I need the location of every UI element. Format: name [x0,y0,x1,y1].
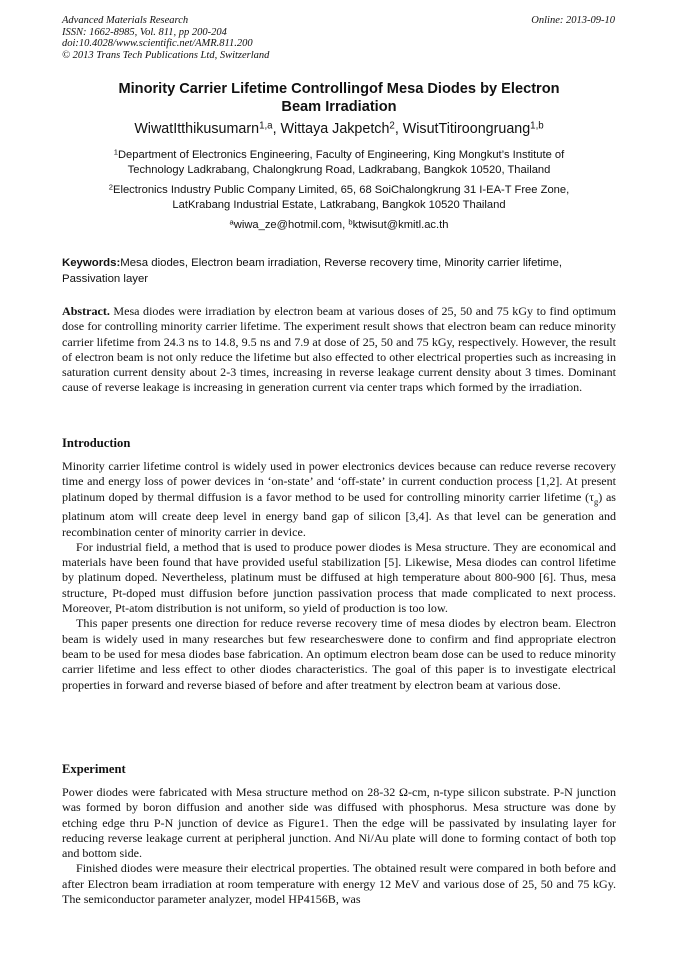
email-link[interactable]: wiwa_ze@hotmil.com [233,219,343,231]
journal-copyright: © 2013 Trans Tech Publications Ltd, Switzerland [62,49,270,61]
author-affiliation-mark: 1,b [530,120,544,132]
author-emails [62,218,616,233]
tau-subscript: g [593,496,599,506]
paper-title [70,80,608,116]
journal-header [62,15,269,61]
affiliation-number: 2 [108,182,113,192]
email-mark: a [229,217,234,227]
affiliation-1 [70,148,608,178]
author-name: WiwatItthikusumarn [134,121,260,137]
author-list [62,120,616,138]
email-separator: , [342,219,349,231]
affiliation-text: Department of Electronics Engineering, Faculty of Engineering, King Mongkut’s Institute of [117,149,565,161]
abstract-label: Abstract. [62,304,110,318]
abstract [62,304,616,396]
author-name: Wittaya Jakpetch [280,121,390,137]
affiliation-text: Electronics Industry Public Company Limited, 65, 68 SoiChalongkrung 31 I-EA-T Free Zone, [113,184,570,196]
online-date: Online: 2013-09-10 [531,15,615,26]
journal-issn: ISSN: 1662-8985, Vol. 811, pp 200-204 [62,26,227,38]
keywords-text: Mesa diodes, Electron beam irradiation, Reverse recovery time, Minority carrier lifetime, Passivation layer [62,257,563,285]
paragraph: This paper presents one direction for reduce reverse recovery time of mesa diodes by electron beam. Electron beam is widely used in many researches but few researcheswere done to confirm and find appropriate electron beam to be used for mesa diodes base fabrication. An optimum electron beam dose can be used to reduce minority carrier lifetime and less effect to other diodes characteristics. The goal of this paper is to investigate electrical properties in forward and reverse biased of before and after treatment by electron beam at various dose. [62,616,616,692]
paragraph: Power diodes were fabricated with Mesa structure method on 28-32 Ω-cm, n-type silicon substrate. P-N junction was formed by boron diffusion and another side was diffused with phosphorus. Mesa structure was done by etching edge thru P-N junction of device as Figure1. Then the edge will be passivated by insulating layer for reducing reverse leakage current at peripheral junction. And Ni/Au plate will done to forming contact of both top and bottom side. [62,785,616,861]
author-name: WisutTitiroongruang [402,121,531,137]
journal-doi: doi:10.4028/www.scientific.net/AMR.811.200 [62,38,253,50]
author-affiliation-mark: 2 [389,120,395,132]
author-separator: , [272,121,281,137]
paragraph-text: Minority carrier lifetime control is widely used in power electronics devices because can reduce reverse recovery time and energy loss of power devices in ‘on-state’ and ‘off-state’ in current conduction process [1,2]. At present platinum doped by thermal diffusion is a favor method to be used for controlling minority carrier lifetime (τ [62,459,616,504]
paragraph: Finished diodes were measure their electrical properties. The obtained result were compared in both before and after Electron beam irradiation at room temperature with energy 12 MeV and various dose of 25, 50 and 75 kGy. The semiconductor parameter analyzer, model HP4156B, was [62,861,616,907]
email-link[interactable]: ktwisut@kmitl.ac.th [352,219,449,231]
author-separator: , [394,121,403,137]
affiliation-text: LatKrabang Industrial Estate, Latkrabang, Bangkok 10520 Thailand [172,199,506,212]
email-mark: b [348,217,353,227]
affiliation-number: 1 [113,147,118,157]
affiliation-line [70,148,608,163]
section-heading-introduction: Introduction [62,436,131,450]
affiliation-line [70,183,608,198]
title-line-1: Minority Carrier Lifetime Controllingof Mesa Diodes by Electron [118,81,560,97]
author-affiliation-mark: 1,a [259,120,273,132]
paragraph: For industrial field, a method that is used to produce power diodes is Mesa structure. They are economical and materials have been found that have provided useful stabilization [5]. Likewise, Mesa diodes can control lifetime by platinum doped. Nevertheless, platinum must be diffused at high temperature about 800-900 [6]. Thus, mesa structure, Pt-doped must diffusion before junction passivation process that made complicated to next process. Moreover, Pt-atom distribution is not uniform, so yield of production is too low. [62,539,616,616]
keywords [62,256,616,287]
keywords-label: Keywords: [62,257,121,269]
affiliation-2 [70,183,608,213]
paragraph-text: ) as platinum atom will create deep level in energy band gap of silicon [3,4]. As that level can be generation and recombination center of minority carrier in device. [62,489,616,539]
affiliation-text: Technology Ladkrabang, Chalongkrung Road, Ladkrabang, Bangkok 10520, Thailand [127,164,551,177]
journal-name: Advanced Materials Research [62,15,189,26]
abstract-text: Mesa diodes were irradiation by electron beam at various doses of 25, 50 and 75 kGy to find optimum dose for controlling minority carrier lifetime. The experiment result shows that electron beam can reduce minority carrier lifetime from 24.3 ns to 14.8, 9.5 ns and 7.9 at dose of 25, 50 and 75 kGy, respectively. However, the result of electron beam is not only reduce the lifetime but also effected to other electrical properties such as increasing in saturation current density about 2-3 times, increasing in reverse leakage current density about 3 times. Dominant cause of reverse leakage is increasing in generation current via center traps which formed by the irradiation. [62,304,616,395]
experiment-body [62,785,616,907]
introduction-body [62,459,616,693]
title-line-2: Beam Irradiation [281,99,397,115]
section-heading-experiment: Experiment [62,762,126,776]
paragraph [62,459,616,540]
